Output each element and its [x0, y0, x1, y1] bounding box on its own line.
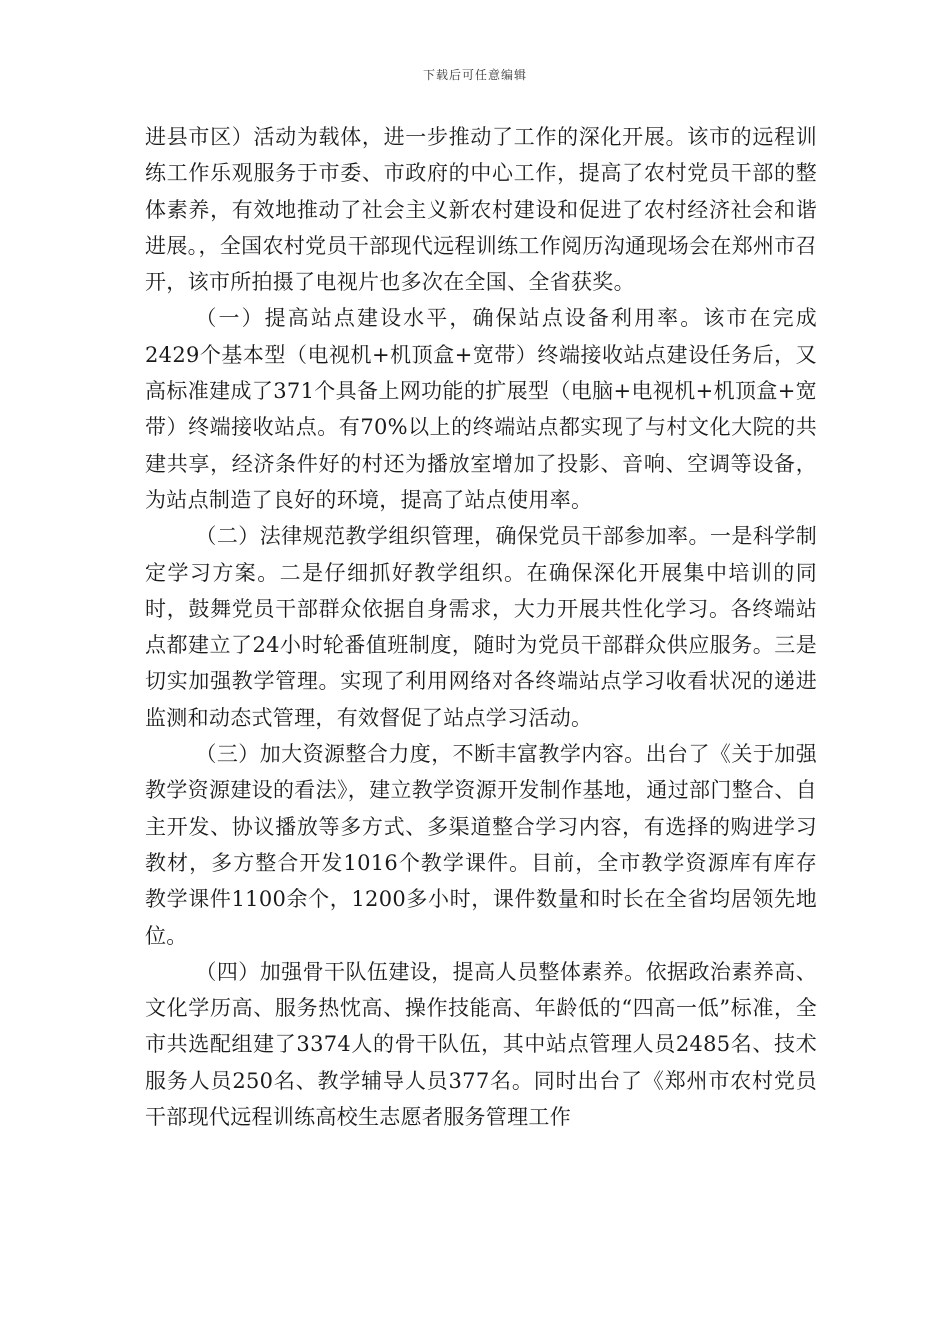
paragraph-section-3: （三）加大资源整合力度，不断丰富教学内容。出台了《关于加强教学资源建设的看法》，建立教学资源开发制作基地，通过部门整合、自主开发、协议播放等多方式、多渠道整合学习内容，有选择的购进学习教材，多方整合开发1016个教学课件。目前，全市教学资源库有库存教学课件1100余个，1200多小时，课件数量和时长在全省均居领先地位。 — [145, 742, 817, 948]
paragraph-section-4: （四）加强骨干队伍建设，提高人员整体素养。依据政治素养高、文化学历高、服务热忱高、操作技能高、年龄低的“四高一低”标准，全市共选配组建了3374人的骨干队伍，其中站点管理人员2485名、技术服务人员250名、教学辅导人员377名。同时出台了《郑州市农村党员干部现代远程训练高校生志愿者服务管理工作 — [145, 959, 817, 1130]
paragraph-continuation: 进县市区）活动为载体，进一步推动了工作的深化开展。该市的远程训练工作乐观服务于市委、市政府的中心工作，提高了农村党员干部的整体素养，有效地推动了社会主义新农村建设和促进了农村经济社会和谐进展。，全国农村党员干部现代远程训练工作阅历沟通现场会在郑州市召开，该市所拍摄了电视片也多次在全国、全省获奖。 — [145, 125, 817, 295]
paragraph-section-1: （一）提高站点建设水平，确保站点设备利用率。该市在完成2429个基本型（电视机+机顶盒+宽带）终端接收站点建设任务后，又高标准建成了371个具备上网功能的扩展型（电脑+电视机+机顶盒+宽带）终端接收站点。有70%以上的终端站点都实现了与村文化大院的共建共享，经济条件好的村还为播放室增加了投影、音响、空调等设备，为站点制造了良好的环境，提高了站点使用率。 — [145, 306, 817, 512]
page-header-note: 下载后可任意编辑 — [422, 68, 527, 82]
document-body — [145, 119, 817, 1135]
paragraph-section-2: （二）法律规范教学组织管理，确保党员干部参加率。一是科学制定学习方案。二是仔细抓好教学组织。在确保深化开展集中培训的同时，鼓舞党员干部群众依据自身需求，大力开展共性化学习。各终端站点都建立了24小时轮番值班制度，随时为党员干部群众供应服务。三是切实加强教学管理。实现了利用网络对各终端站点学习收看状况的递进监测和动态式管理，有效督促了站点学习活动。 — [145, 524, 817, 730]
